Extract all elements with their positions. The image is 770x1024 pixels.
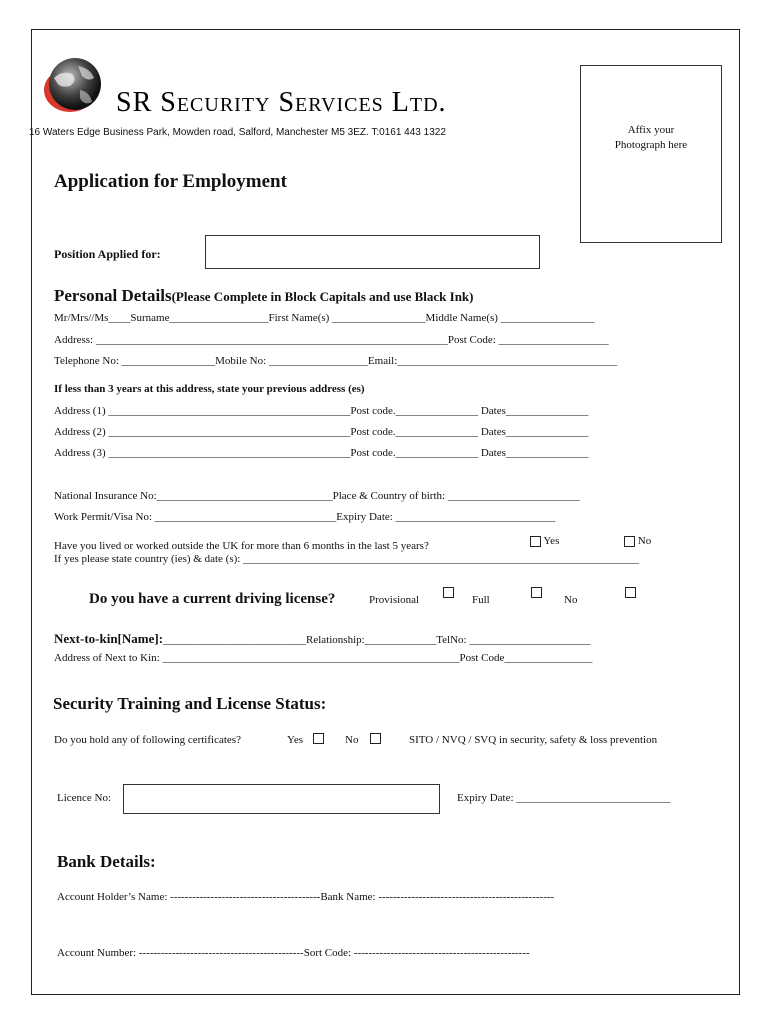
driving-no-label: No — [564, 594, 578, 606]
application-form-page — [31, 29, 740, 995]
address-line[interactable]: Address: ________________________________________________________________Post Code: ____________________ — [54, 334, 609, 346]
driving-provisional-checkbox[interactable] — [443, 587, 454, 598]
photo-label-line1: Affix your — [627, 124, 675, 136]
previous-address-2[interactable]: Address (2) ____________________________________________Post code._______________ Dates_______________ — [54, 426, 589, 438]
account-holder-line[interactable]: Account Holder’s Name: -----------------------------------------Bank Name: ------------------------------------------------ — [57, 891, 555, 903]
driving-license-row — [89, 590, 335, 608]
lived-abroad-details-line[interactable]: If yes please state country (ies) & date (s): ________________________________________________________________________ — [54, 553, 640, 565]
driving-provisional-label: Provisional — [369, 594, 420, 606]
driving-license-question: Do you have a current driving license? — [89, 591, 336, 607]
personal-details-note: (Please Complete in Block Capitals and use Black Ink) — [171, 289, 474, 304]
lived-abroad-yes — [530, 535, 559, 547]
personal-details-heading: Personal Details(Please Complete in Block Capitals and use Black Ink) — [54, 286, 474, 305]
position-input[interactable] — [205, 235, 540, 269]
licence-label: Licence No: — [57, 792, 112, 804]
certificates-question: Do you hold any of following certificates? — [54, 734, 241, 746]
next-of-kin-address-line[interactable]: Address of Next to Kin: ______________________________________________________Post Code________________ — [54, 652, 593, 664]
national-insurance-line[interactable]: National Insurance No:________________________________Place & Country of birth: ________________________ — [54, 490, 580, 502]
next-of-kin-fields[interactable]: __________________________Relationship:_____________TelNo: ______________________ — [163, 634, 591, 646]
previous-address-3[interactable]: Address (3) ____________________________________________Post code._______________ Dates_______________ — [54, 447, 589, 459]
form-title: Application for Employment — [54, 171, 287, 192]
account-number-line[interactable]: Account Number: ---------------------------------------------Sort Code: ------------------------------------------------ — [57, 947, 530, 959]
position-label: Position Applied for: — [54, 247, 161, 261]
lived-abroad-no — [624, 535, 651, 547]
driving-no-checkbox[interactable] — [625, 587, 636, 598]
photo-label-line2: Photograph here — [614, 139, 688, 151]
phone-line[interactable]: Telephone No: _________________Mobile No: __________________Email:________________________________________ — [54, 355, 618, 367]
driving-full-checkbox[interactable] — [531, 587, 542, 598]
next-of-kin-line[interactable] — [54, 630, 590, 648]
bank-heading: Bank Details: — [57, 852, 156, 871]
lived-abroad-yes-checkbox[interactable] — [530, 536, 541, 547]
certificates-yes-label: Yes — [287, 734, 304, 746]
certificates-no-checkbox[interactable] — [370, 733, 381, 744]
certificates-yes-checkbox[interactable] — [313, 733, 324, 744]
lived-abroad-no-checkbox[interactable] — [624, 536, 635, 547]
previous-address-1[interactable]: Address (1) ____________________________________________Post code._______________ Dates_______________ — [54, 405, 589, 417]
previous-address-heading: If less than 3 years at this address, state your previous address (es) — [54, 383, 365, 395]
globe-logo-icon — [40, 56, 106, 116]
certificate-types: SITO / NVQ / SVQ in security, safety & loss prevention — [409, 734, 658, 746]
company-address: 16 Waters Edge Business Park, Mowden road, Salford, Manchester M5 3EZ. T:0161 443 1322 — [29, 127, 446, 138]
work-permit-line[interactable]: Work Permit/Visa No: _________________________________Expiry Date: _____________________________ — [54, 511, 556, 523]
next-of-kin-label: Next-to-kin[Name]: — [54, 631, 164, 646]
security-heading: Security Training and License Status: — [53, 694, 327, 713]
driving-full-label: Full — [472, 594, 490, 606]
name-line[interactable]: Mr/Mrs//Ms____Surname__________________First Name(s) _________________Middle Name(s) _________________ — [54, 312, 595, 324]
lived-abroad-question: Have you lived or worked outside the UK for more than 6 months in the last 5 years? — [54, 540, 429, 552]
company-name: SR Security Services Ltd. — [116, 87, 447, 118]
lived-abroad-no-label: No — [637, 535, 652, 547]
photo-box — [580, 65, 722, 243]
licence-expiry-line[interactable]: Expiry Date: ____________________________ — [457, 792, 671, 804]
lived-abroad-yes-label: Yes — [543, 535, 560, 547]
licence-input[interactable] — [123, 784, 440, 814]
certificates-no-label: No — [345, 734, 359, 746]
